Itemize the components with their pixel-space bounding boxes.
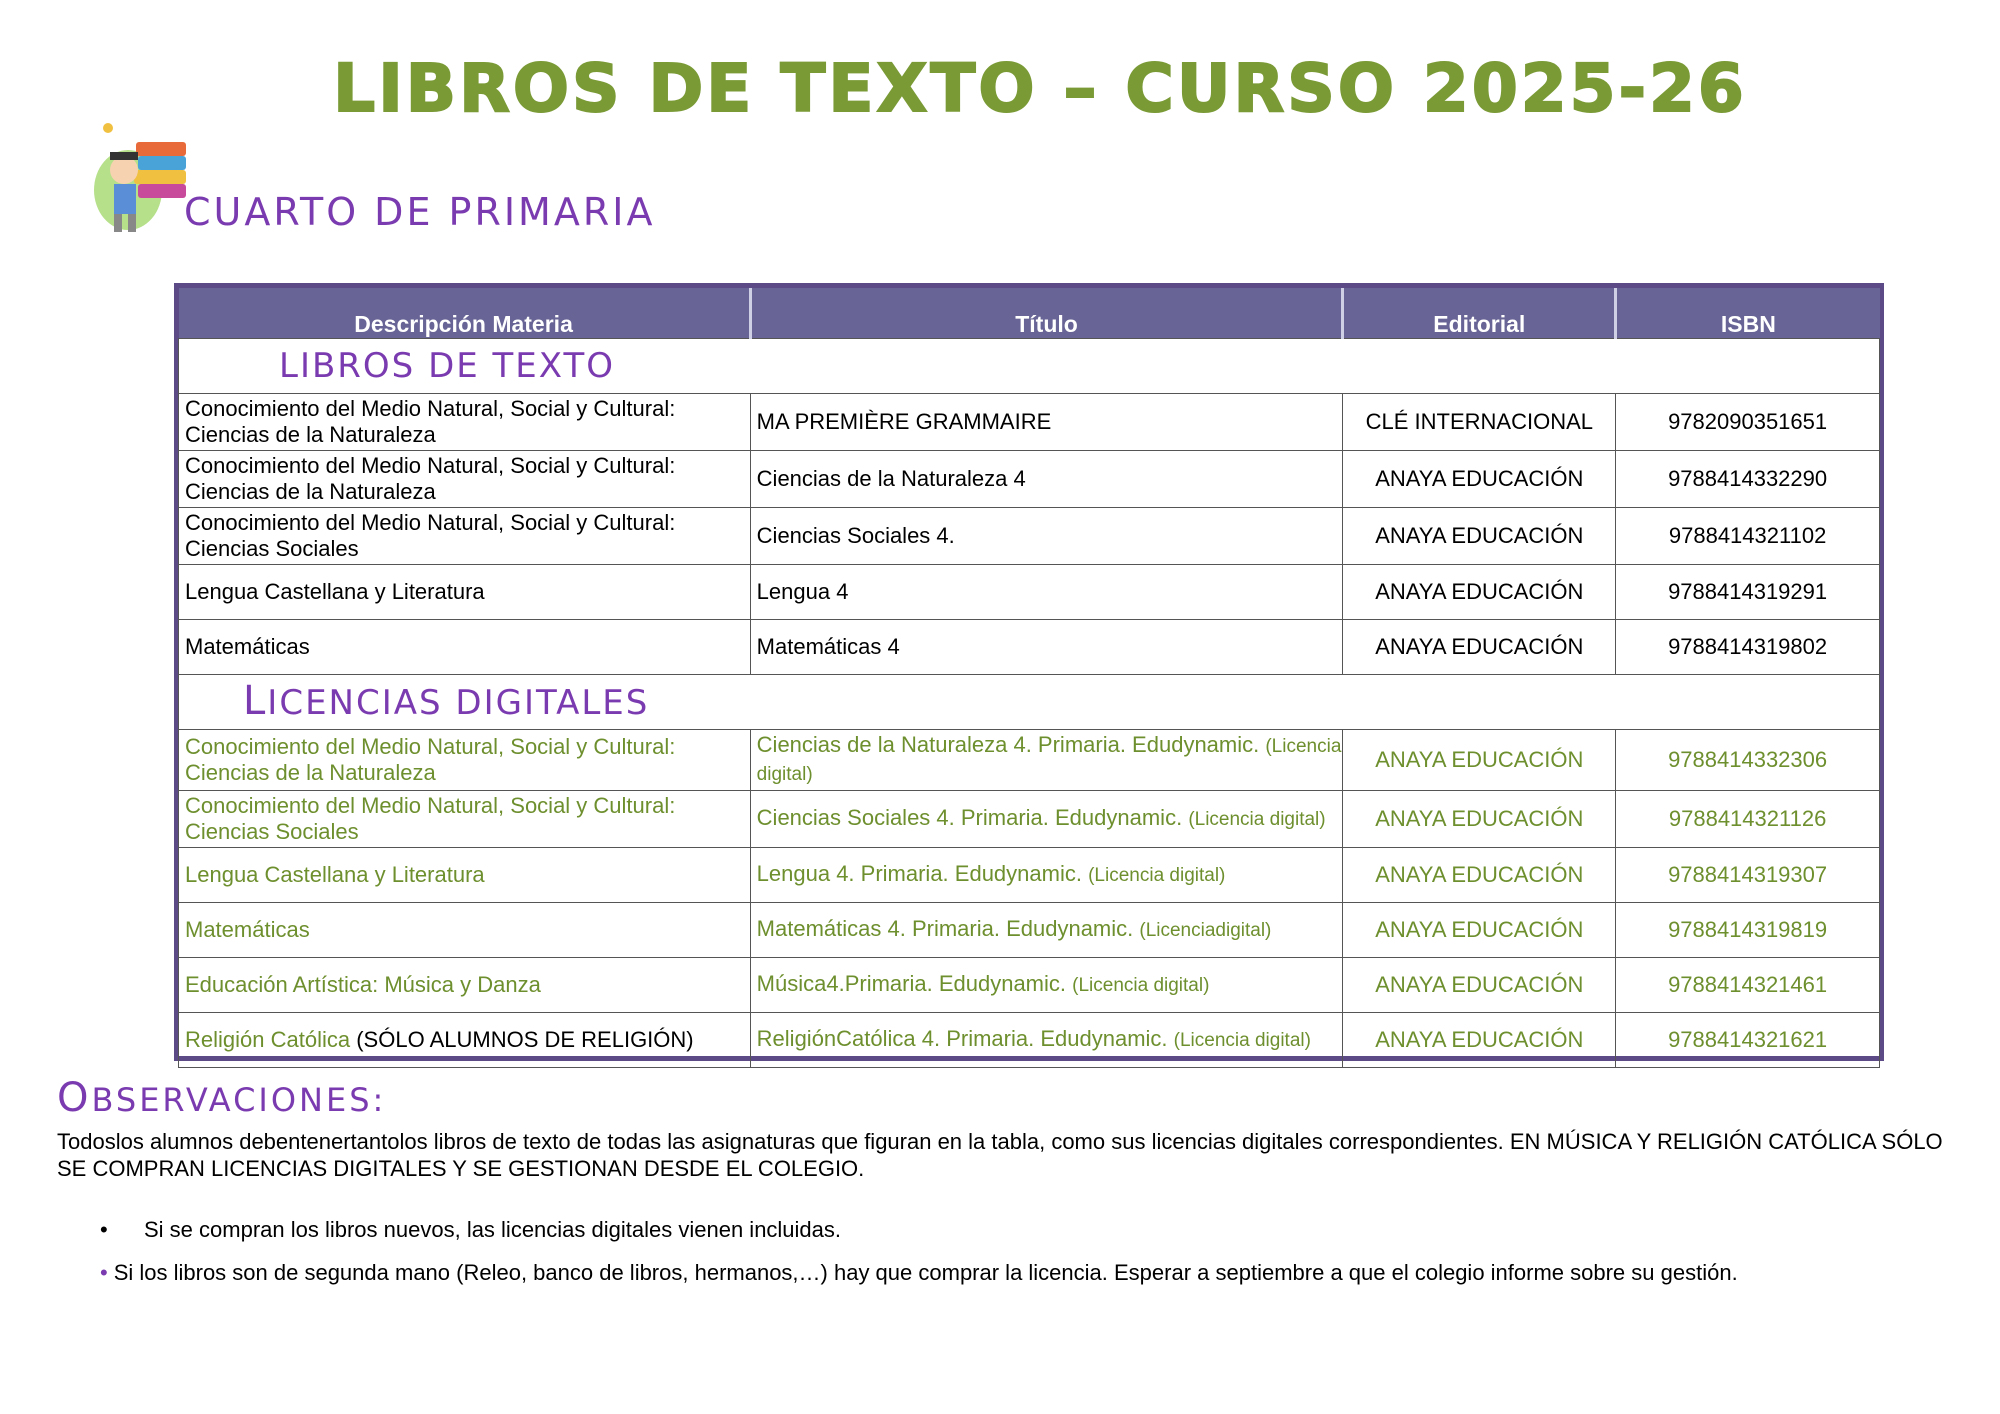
title-cell: Matemáticas 4 (750, 620, 1343, 675)
title-text: Lengua 4. Primaria. Edudynamic. (756, 861, 1082, 886)
table-row (179, 958, 1880, 1013)
student-books-mascot-icon (88, 120, 198, 240)
title-cell: Ciencias Sociales 4. (750, 508, 1343, 565)
publisher-cell: ANAYA EDUCACIÓN (1343, 451, 1616, 508)
title-cell (750, 730, 1343, 791)
table-row (179, 394, 1880, 451)
observations-rest: BSERVACIONES: (91, 1081, 387, 1119)
bullet-text: Si los libros son de segunda mano (Releo, banco de libros, hermanos,…) hay que comprar la licencia. Esperar a septiembre a que el colegio informe sobre su gestión. (113, 1260, 1738, 1285)
table-row (179, 848, 1880, 903)
header-isbn: ISBN (1616, 288, 1880, 339)
isbn-cell: 9788414332290 (1616, 451, 1880, 508)
bullet-icon: • (100, 1260, 108, 1285)
list-item (100, 1260, 1738, 1286)
publisher-cell: ANAYA EDUCACIÓN (1343, 620, 1616, 675)
isbn-cell: 9788414319291 (1616, 565, 1880, 620)
page-title: LIBROS DE TEXTO – CURSO 2025-26 (333, 50, 1747, 127)
bullet-icon: • (100, 1217, 108, 1242)
subject-cell: Conocimiento del Medio Natural, Social y Cultural: Ciencias de la Naturaleza (179, 451, 751, 508)
isbn-cell: 9788414321621 (1616, 1013, 1880, 1068)
table-row (179, 451, 1880, 508)
isbn-cell: 9788414321461 (1616, 958, 1880, 1013)
title-text: Ciencias de la Naturaleza 4. Primaria. Edudynamic. (756, 732, 1260, 757)
subject-cell (179, 1013, 751, 1068)
table-row (179, 565, 1880, 620)
table-row (179, 508, 1880, 565)
table-header (179, 288, 1880, 339)
subject-cell: Matemáticas (179, 903, 751, 958)
subject-cell: Educación Artística: Música y Danza (179, 958, 751, 1013)
course-subtitle: CUARTO DE PRIMARIA (184, 190, 656, 234)
publisher-cell: CLÉ INTERNACIONAL (1343, 394, 1616, 451)
list-item (100, 1217, 841, 1243)
observations-text: Todoslos alumnos debentenertantolos libros de texto de todas las asignaturas que figuran en la tabla, como sus licencias digitales correspondientes. EN MÚSICA Y RELIGIÓN CATÓLICA SÓLO SE COMPRAN LICENCIAS DIGITALES Y SE GESTIONAN DESDE EL COLEGIO. (57, 1129, 1943, 1181)
section-row-textbooks (179, 339, 1880, 394)
publisher-cell: ANAYA EDUCACIÓN (1343, 958, 1616, 1013)
publisher-cell: ANAYA EDUCACIÓN (1343, 730, 1616, 791)
title-text: Ciencias Sociales 4. Primaria. Edudynamic. (756, 805, 1183, 830)
section-textbooks: LIBROS DE TEXTO (179, 339, 1880, 394)
isbn-cell: 9782090351651 (1616, 394, 1880, 451)
publisher-cell: ANAYA EDUCACIÓN (1343, 848, 1616, 903)
subject-cell: Conocimiento del Medio Natural, Social y Cultural: Ciencias de la Naturaleza (179, 394, 751, 451)
license-note: (Licenciadigital) (1139, 920, 1272, 941)
publisher-cell: ANAYA EDUCACIÓN (1343, 903, 1616, 958)
title-text: ReligiónCatólica 4. Primaria. Edudynamic. (756, 1026, 1168, 1051)
isbn-cell: 9788414319819 (1616, 903, 1880, 958)
subject-cell: Lengua Castellana y Literatura (179, 848, 751, 903)
header-subject: Descripción Materia (179, 288, 751, 339)
isbn-cell: 9788414321126 (1616, 791, 1880, 848)
table-row (179, 730, 1880, 791)
section-row-digital (179, 675, 1880, 730)
subject-text: Religión Católica (185, 1027, 351, 1052)
observations-initial: O (57, 1075, 92, 1121)
license-note: (Licencia digital) (756, 736, 1342, 785)
title-cell: Lengua 4 (750, 565, 1343, 620)
title-text: Música4.Primaria. Edudynamic. (756, 971, 1067, 996)
title-cell (750, 958, 1343, 1013)
subject-cell: Conocimiento del Medio Natural, Social y Cultural: Ciencias Sociales (179, 508, 751, 565)
isbn-cell: 9788414321102 (1616, 508, 1880, 565)
isbn-cell: 9788414319307 (1616, 848, 1880, 903)
subject-cell: Matemáticas (179, 620, 751, 675)
table-row (179, 903, 1880, 958)
isbn-cell: 9788414319802 (1616, 620, 1880, 675)
title-cell: Ciencias de la Naturaleza 4 (750, 451, 1343, 508)
subject-cell: Conocimiento del Medio Natural, Social y Cultural: Ciencias de la Naturaleza (179, 730, 751, 791)
license-note: (Licencia digital) (1173, 1030, 1311, 1051)
subject-cell: Lengua Castellana y Literatura (179, 565, 751, 620)
section-digital-initial: L (243, 678, 268, 724)
title-cell (750, 791, 1343, 848)
books-table (178, 288, 1880, 1068)
observations-title (57, 1075, 386, 1121)
publisher-cell: ANAYA EDUCACIÓN (1343, 508, 1616, 565)
title-cell (750, 848, 1343, 903)
publisher-cell: ANAYA EDUCACIÓN (1343, 791, 1616, 848)
header-title: Título (750, 288, 1343, 339)
section-digital (179, 675, 1880, 730)
subject-extra: (SÓLO ALUMNOS DE RELIGIÓN) (356, 1027, 694, 1052)
section-digital-rest: ICENCIAS DIGITALES (267, 683, 650, 723)
title-cell: MA PREMIÈRE GRAMMAIRE (750, 394, 1343, 451)
publisher-cell: ANAYA EDUCACIÓN (1343, 565, 1616, 620)
subject-cell: Conocimiento del Medio Natural, Social y Cultural: Ciencias Sociales (179, 791, 751, 848)
isbn-cell: 9788414332306 (1616, 730, 1880, 791)
header-publisher: Editorial (1343, 288, 1616, 339)
table-row (179, 620, 1880, 675)
title-cell (750, 1013, 1343, 1068)
title-text: Matemáticas 4. Primaria. Edudynamic. (756, 916, 1134, 941)
license-note: (Licencia digital) (1188, 809, 1326, 830)
table-row (179, 1013, 1880, 1068)
title-cell (750, 903, 1343, 958)
table-row (179, 791, 1880, 848)
publisher-cell: ANAYA EDUCACIÓN (1343, 1013, 1616, 1068)
bullet-text: Si se compran los libros nuevos, las licencias digitales vienen incluidas. (144, 1217, 842, 1242)
license-note: (Licencia digital) (1088, 865, 1226, 886)
license-note: (Licencia digital) (1072, 975, 1210, 996)
